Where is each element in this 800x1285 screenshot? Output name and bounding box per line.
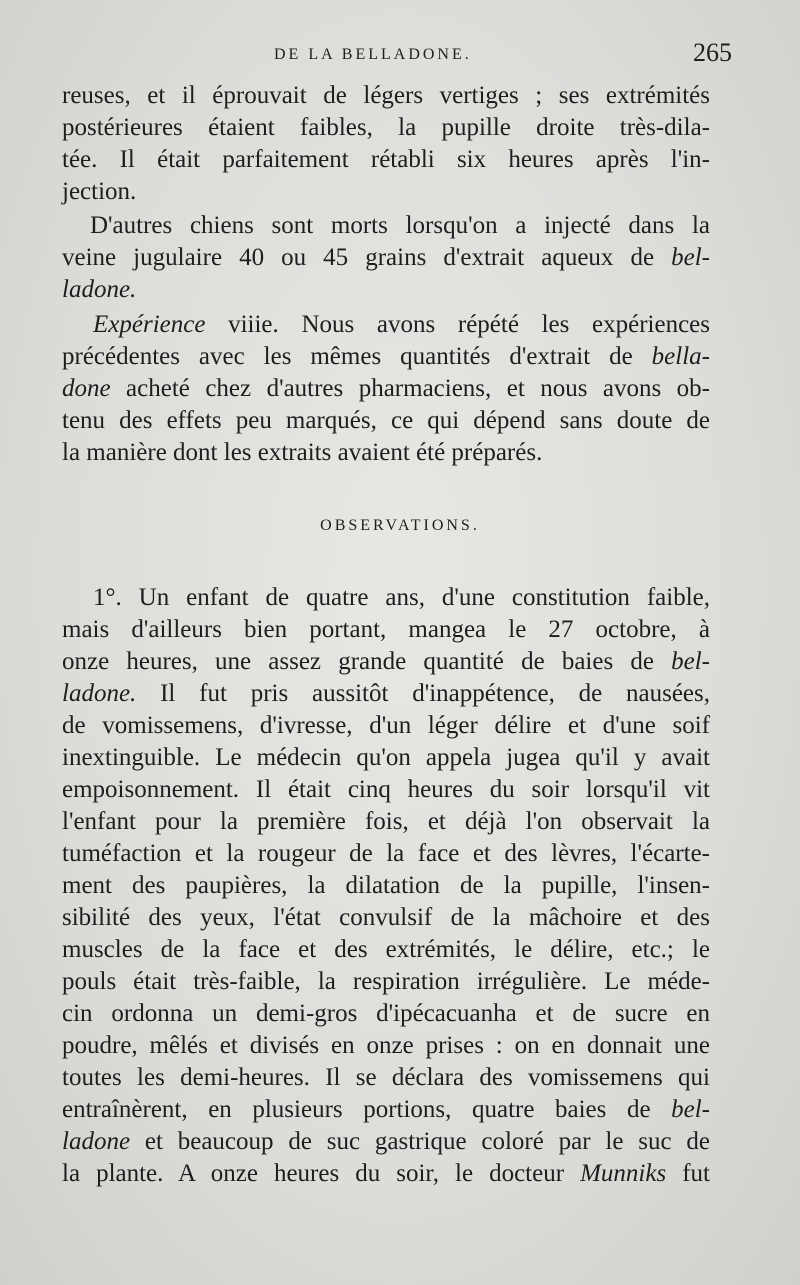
text-line: tenu des effets peu marqués, ce qui dépend sans doute de	[62, 407, 710, 434]
text-line: l'enfant pour la première fois, et déjà l'on observait la	[62, 808, 710, 835]
text-line: de vomissemens, d'ivresse, d'un léger délire et d'une soif	[62, 712, 710, 739]
text-line: empoisonnement. Il était cinq heures du soir lorsqu'il vit	[62, 776, 710, 803]
text-line: muscles de la face et des extrémités, le délire, etc.; le	[62, 936, 710, 963]
text-line: mais d'ailleurs bien portant, mangea le 27 octobre, à	[62, 616, 710, 643]
text-line: ladone.	[62, 276, 137, 303]
text-line: tée. Il était parfaitement rétabli six heures après l'in-	[62, 146, 710, 173]
text-line: jection.	[62, 178, 137, 205]
text-line: ladone et beaucoup de suc gastrique coloré par le suc de	[62, 1128, 710, 1155]
text-line: entraînèrent, en plusieurs portions, quatre baies de bel-	[62, 1096, 710, 1123]
text-line: cin ordonna un demi-gros d'ipécacuanha et de sucre en	[62, 1000, 710, 1027]
text-line: inextinguible. Le médecin qu'on appela jugea qu'il y avait	[62, 744, 710, 771]
text-line: tuméfaction et la rougeur de la face et des lèvres, l'écarte-	[62, 840, 710, 867]
text-line: sibilité des yeux, l'état convulsif de la mâchoire et des	[62, 904, 710, 931]
page-header	[64, 38, 732, 76]
text-line: toutes les demi-heures. Il se déclara des vomissemens qui	[62, 1064, 710, 1091]
text-line: la plante. A onze heures du soir, le docteur Munniks fut	[62, 1160, 710, 1187]
text-line: ment des paupières, la dilatation de la pupille, l'insen-	[62, 872, 710, 899]
text-line: 1°. Un enfant de quatre ans, d'une constitution faible,	[93, 584, 710, 611]
text-line: postérieures étaient faibles, la pupille droite très-dila-	[62, 114, 710, 141]
section-heading: OBSERVATIONS.	[320, 517, 480, 534]
text-line: done acheté chez d'autres pharmaciens, et nous avons ob-	[62, 375, 710, 402]
text-line: poudre, mêlés et divisés en onze prises : on en donnait une	[62, 1032, 710, 1059]
text-line: D'autres chiens sont morts lorsqu'on a injecté dans la	[90, 212, 710, 239]
text-line: reuses, et il éprouvait de légers vertiges ; ses extrémités	[62, 82, 710, 109]
running-title: DE LA BELLADONE.	[274, 46, 472, 63]
text-line: veine jugulaire 40 ou 45 grains d'extrait aqueux de bel-	[62, 244, 710, 271]
text-line: onze heures, une assez grande quantité de baies de bel-	[62, 648, 710, 675]
text-line: Expérience viiie. Nous avons répété les expériences	[93, 311, 710, 338]
text-line: la manière dont les extraits avaient été préparés.	[62, 439, 543, 466]
page-number: 265	[693, 38, 732, 67]
text-line: pouls était très-faible, la respiration irrégulière. Le méde-	[62, 968, 710, 995]
text-line: précédentes avec les mêmes quantités d'extrait de bella-	[62, 343, 710, 370]
text-line: ladone. Il fut pris aussitôt d'inappétence, de nausées,	[62, 680, 710, 707]
